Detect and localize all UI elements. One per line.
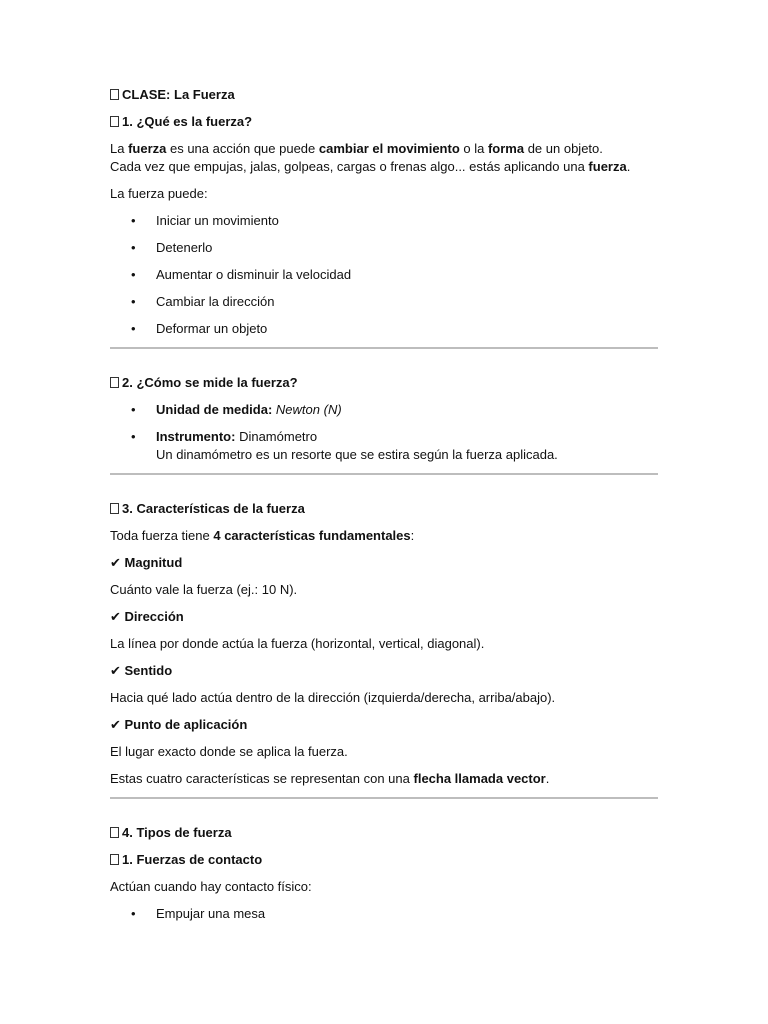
- divider: [110, 473, 658, 475]
- section-4-subheading-text: 1. Fuerzas de contacto: [122, 852, 263, 867]
- document-title: [110, 86, 658, 104]
- characteristic-name: ✔ Dirección: [110, 609, 184, 624]
- section-icon: [110, 377, 119, 388]
- list-item-unit: • Unidad de medida: Newton (N): [110, 401, 658, 419]
- list-item: • Aumentar o disminuir la velocidad: [110, 266, 658, 284]
- characteristic-name: ✔ Magnitud: [110, 555, 183, 570]
- section-2-list: [110, 401, 658, 464]
- characteristic-desc: Hacia qué lado actúa dentro de la dirección (izquierda/derecha, arriba/abajo).: [110, 690, 556, 705]
- section-2-heading-text: 2. ¿Cómo se mide la fuerza?: [122, 375, 298, 390]
- section-3-outro: Estas cuatro características se representan con una flecha llamada vector.: [110, 771, 550, 786]
- section-4-heading-text: 4. Tipos de fuerza: [122, 825, 232, 840]
- list-item: • Cambiar la dirección: [110, 293, 658, 311]
- section-icon: [110, 503, 119, 514]
- definition-line-2: Cada vez que empujas, jalas, golpeas, cargas o frenas algo... estás aplicando una fuerza.: [110, 159, 631, 174]
- section-3-heading: [110, 500, 658, 518]
- definition-line-1: La fuerza es una acción que puede cambiar el movimiento o la forma de un objeto.: [110, 141, 603, 156]
- section-1-heading: [110, 113, 658, 131]
- section-3-intro: Toda fuerza tiene 4 características fundamentales:: [110, 528, 415, 543]
- list-item-instrument: • Instrumento: Dinamómetro Un dinamómetro es un resorte que se estira según la fuerza aplicada.: [110, 428, 658, 464]
- characteristic-desc: El lugar exacto donde se aplica la fuerza.: [110, 744, 348, 759]
- section-1-definition: [110, 140, 658, 176]
- characteristic-desc: La línea por donde actúa la fuerza (horizontal, vertical, diagonal).: [110, 636, 485, 651]
- characteristic-desc: Cuánto vale la fuerza (ej.: 10 N).: [110, 582, 298, 597]
- section-3-heading-text: 3. Características de la fuerza: [122, 501, 305, 516]
- title-text: CLASE: La Fuerza: [122, 87, 235, 102]
- section-2-heading: [110, 374, 658, 392]
- list-item: • Empujar una mesa: [110, 905, 658, 923]
- divider: [110, 347, 658, 349]
- section-4-intro: Actúan cuando hay contacto físico:: [110, 879, 312, 894]
- list-item: • Iniciar un movimiento: [110, 212, 658, 230]
- section-icon: [110, 116, 119, 127]
- divider: [110, 797, 658, 799]
- section-1-heading-text: 1. ¿Qué es la fuerza?: [122, 114, 253, 129]
- list-item: • Detenerlo: [110, 239, 658, 257]
- characteristic-name: ✔ Sentido: [110, 663, 173, 678]
- section-4-heading: [110, 824, 658, 842]
- document-body: [110, 86, 658, 932]
- book-icon: [110, 89, 119, 100]
- section-4-subheading: [110, 851, 658, 869]
- section-icon: [110, 854, 119, 865]
- section-1-list: [110, 212, 658, 338]
- section-icon: [110, 827, 119, 838]
- section-4-list: [110, 905, 658, 923]
- list-item: • Deformar un objeto: [110, 320, 658, 338]
- characteristic-name: ✔ Punto de aplicación: [110, 717, 248, 732]
- section-1-intro: La fuerza puede:: [110, 186, 208, 201]
